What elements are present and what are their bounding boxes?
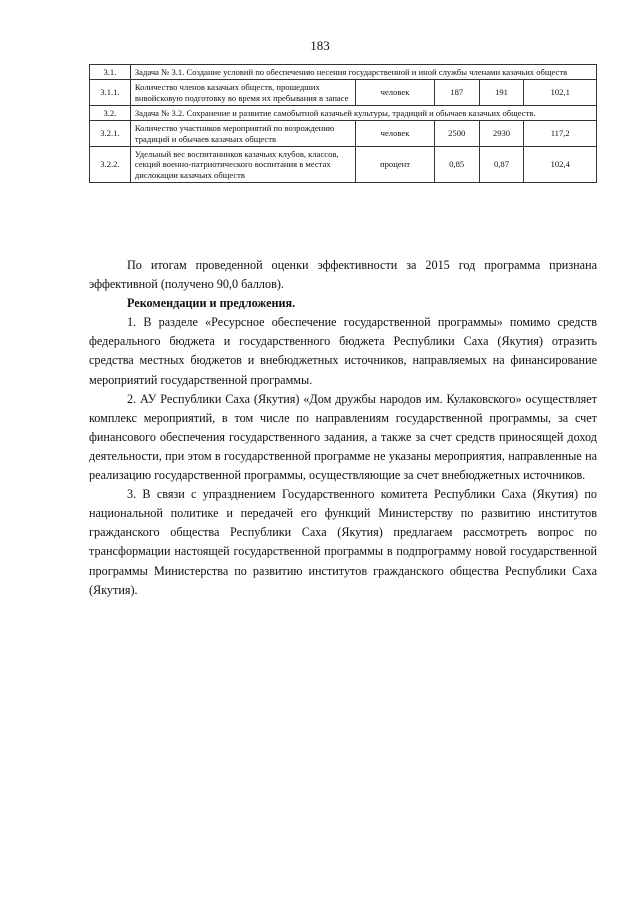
completion-percent: 117,2 bbox=[524, 121, 597, 147]
task-title: Задача № 3.1. Создание условий по обеспечению несения государственной и иной службы членами казачьих обществ bbox=[130, 65, 596, 80]
row-number: 3.1.1. bbox=[90, 80, 131, 106]
unit-cell: человек bbox=[356, 80, 435, 106]
completion-percent: 102,1 bbox=[524, 80, 597, 106]
planned-value: 187 bbox=[434, 80, 479, 106]
row-number: 3.2.1. bbox=[90, 121, 131, 147]
table-row bbox=[90, 65, 597, 80]
paragraph-conclusion: По итогам проведенной оценки эффективности за 2015 год программа признана эффективной (получено 90,0 баллов). bbox=[89, 258, 597, 292]
recommendation-1: 1. В разделе «Ресурсное обеспечение государственной программы» помимо средств федерального бюджета и государственного бюджета Республики Саха (Якутия) отразить средства местных бюджетов и внебюджетных источников, направляемых на финансирование мероприятий государственной программы. bbox=[89, 315, 597, 387]
indicator-name: Количество участников мероприятий по возрождению традиций и обычаев казачьих обществ bbox=[130, 121, 355, 147]
page-number: 183 bbox=[310, 38, 330, 53]
table-row bbox=[90, 105, 597, 120]
actual-value: 0,87 bbox=[479, 146, 524, 182]
actual-value: 191 bbox=[479, 80, 524, 106]
task-title: Задача № 3.2. Сохранение и развитие самобытной казачьей культуры, традиций и обычаев казачьих обществ. bbox=[130, 105, 596, 120]
actual-value: 2930 bbox=[479, 121, 524, 147]
document-body bbox=[89, 256, 597, 600]
completion-percent: 102,4 bbox=[524, 146, 597, 182]
indicator-name: Удельный вес воспитанников казачьих клубов, классов, секций военно-патриотического воспитания в местах дислокации казачьих обществ bbox=[130, 146, 355, 182]
row-number: 3.1. bbox=[90, 65, 131, 80]
indicator-name: Количество членов казачьих обществ, прошедших внвойсковую подготовку во время их пребывания в запасе bbox=[130, 80, 355, 106]
recommendations-heading: Рекомендации и предложения. bbox=[127, 296, 296, 311]
table-row bbox=[90, 146, 597, 182]
row-number: 3.2.2. bbox=[90, 146, 131, 182]
table-row bbox=[90, 121, 597, 147]
recommendation-3: 3. В связи с упразднением Государственного комитета Республики Саха (Якутия) по национальной политике и передачей его функций Министерству по развитию институтов гражданского общества Республики Саха (Якутия) предлагаем рассмотреть вопрос по трансформации настоящей государственной программы в подпрограмму новой государственной программы Министерства по развитию институтов гражданского общества Республики Саха (Якутия). bbox=[89, 487, 597, 597]
planned-value: 0,85 bbox=[434, 146, 479, 182]
table-row bbox=[90, 80, 597, 106]
indicators-table bbox=[89, 64, 597, 183]
planned-value: 2500 bbox=[434, 121, 479, 147]
unit-cell: человек bbox=[356, 121, 435, 147]
recommendation-2: 2. АУ Республики Саха (Якутия) «Дом дружбы народов им. Кулаковского» осуществляет комплекс мероприятий, в том числе по направлениям государственной программы, за счет финансового обеспечения государственного задания, а также за счет средств приносящей доход деятельности, при этом в государственной программе не указаны мероприятия, направленные на реализацию государственной программы, осуществляющие за счет внебюджетных источников. bbox=[89, 391, 597, 483]
unit-cell: процент bbox=[356, 146, 435, 182]
row-number: 3.2. bbox=[90, 105, 131, 120]
